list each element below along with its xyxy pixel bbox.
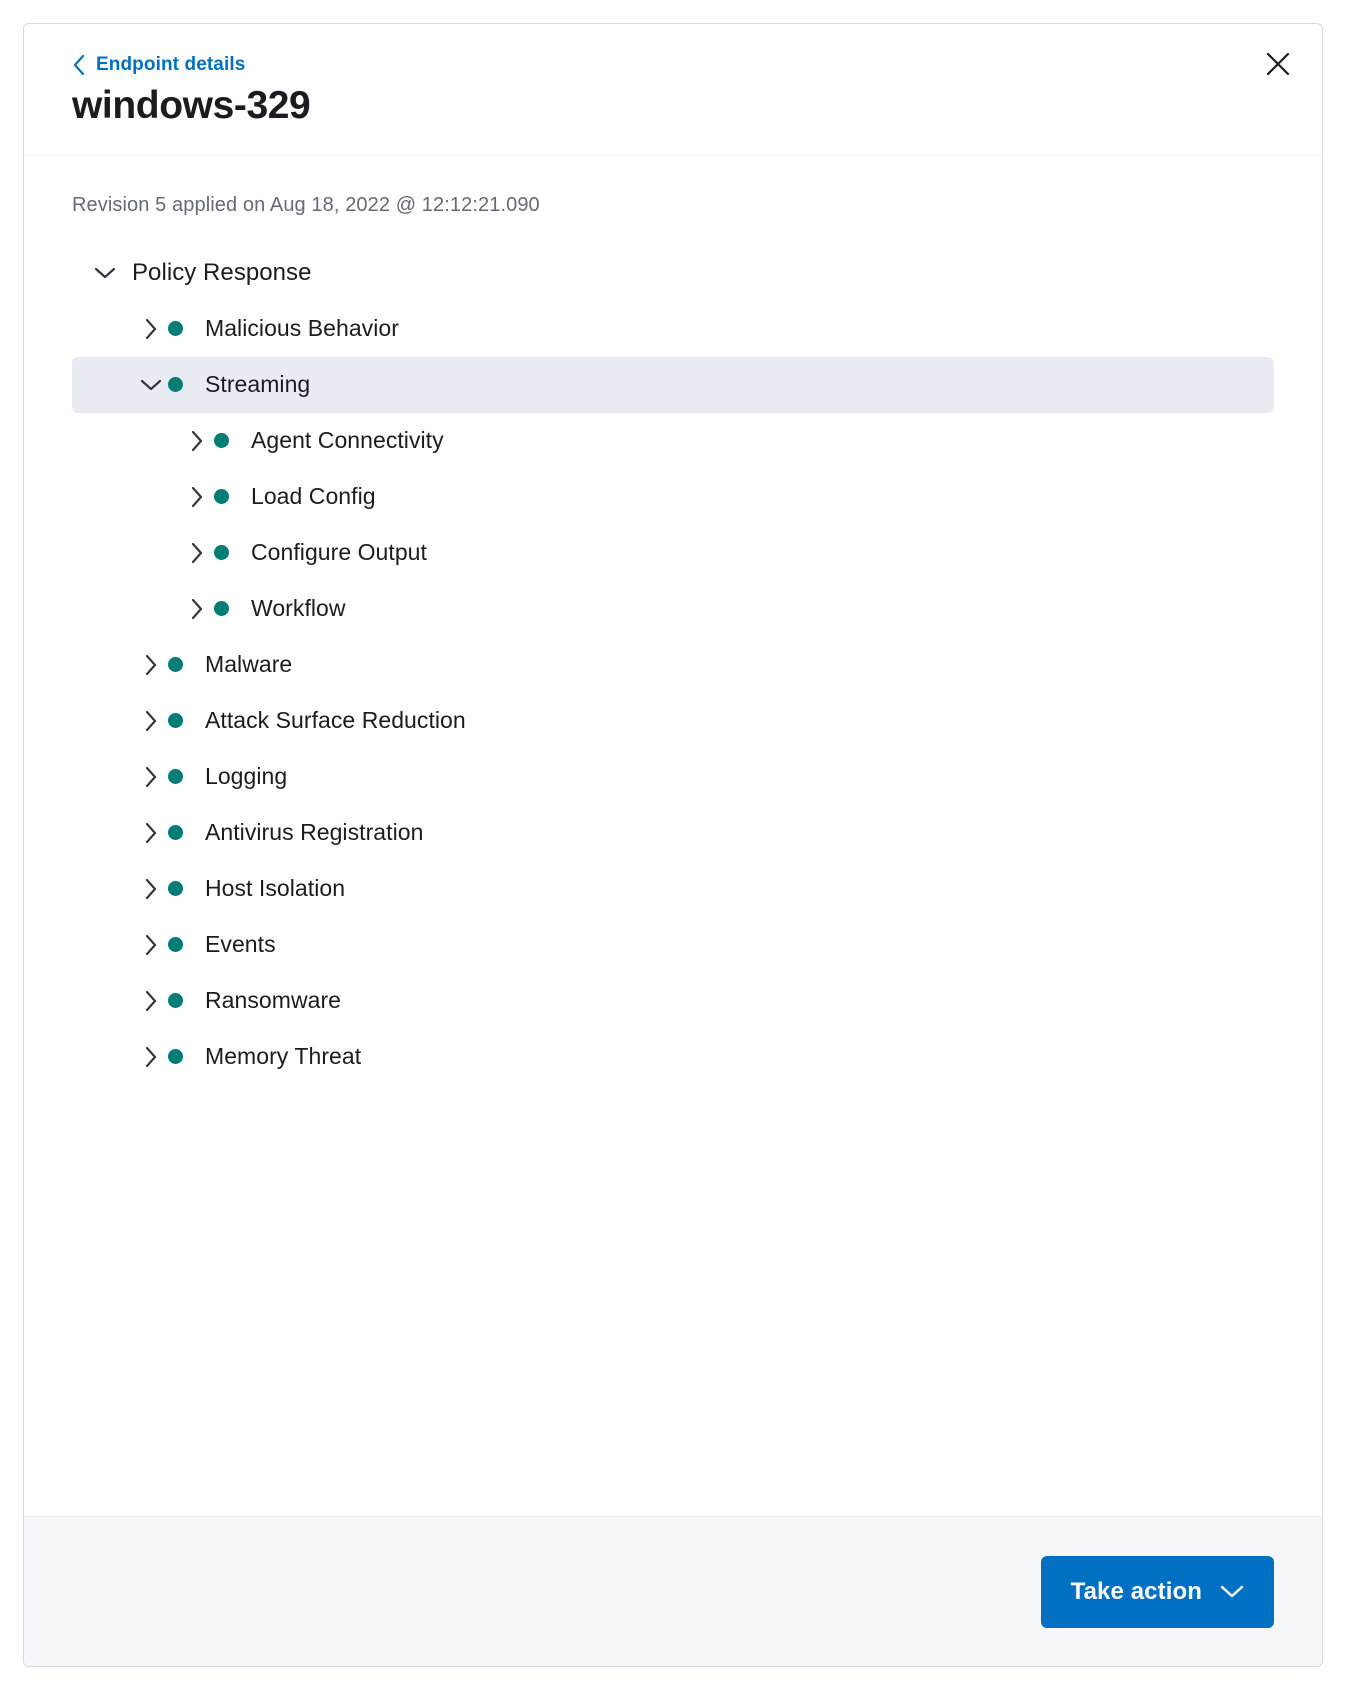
tree-item[interactable] xyxy=(72,1029,1274,1085)
tree-item-label: Malware xyxy=(205,651,293,678)
tree-item-label: Attack Surface Reduction xyxy=(205,707,466,734)
status-dot-icon xyxy=(168,657,183,672)
chevron-down-icon xyxy=(1220,1578,1244,1606)
status-dot-icon xyxy=(168,321,183,336)
chevron-down-icon[interactable] xyxy=(134,368,168,402)
tree-root-policy-response[interactable] xyxy=(72,245,1274,301)
flyout-header xyxy=(24,24,1322,156)
status-dot-icon xyxy=(168,377,183,392)
take-action-label: Take action xyxy=(1070,1577,1202,1605)
tree-root-label: Policy Response xyxy=(132,258,312,286)
chevron-right-icon[interactable] xyxy=(134,312,168,346)
chevron-right-icon[interactable] xyxy=(134,872,168,906)
chevron-right-icon[interactable] xyxy=(134,816,168,850)
tree-item[interactable] xyxy=(72,413,1274,469)
tree-item[interactable] xyxy=(72,973,1274,1029)
breadcrumb[interactable] xyxy=(72,54,245,76)
tree-item-label: Malicious Behavior xyxy=(205,315,399,342)
chevron-right-icon[interactable] xyxy=(180,424,214,458)
chevron-right-icon[interactable] xyxy=(134,704,168,738)
chevron-right-icon[interactable] xyxy=(180,536,214,570)
tree-item-label: Host Isolation xyxy=(205,875,346,902)
chevron-left-icon xyxy=(72,54,86,76)
close-button[interactable] xyxy=(1256,42,1300,86)
tree-item[interactable] xyxy=(72,805,1274,861)
revision-status-text: Revision 5 applied on Aug 18, 2022 @ 12:12:21.090 xyxy=(72,193,540,216)
chevron-right-icon[interactable] xyxy=(134,928,168,962)
policy-response-node-list xyxy=(72,301,1274,1085)
chevron-down-icon[interactable] xyxy=(88,256,122,290)
breadcrumb-label: Endpoint details xyxy=(96,54,246,75)
chevron-right-icon[interactable] xyxy=(134,1040,168,1074)
chevron-right-icon[interactable] xyxy=(134,648,168,682)
flyout-body xyxy=(24,156,1322,1516)
tree-item-label: Logging xyxy=(205,763,288,790)
tree-item[interactable] xyxy=(72,749,1274,805)
tree-item[interactable] xyxy=(72,861,1274,917)
tree-item[interactable] xyxy=(72,581,1274,637)
endpoint-details-flyout xyxy=(23,23,1323,1667)
take-action-button[interactable] xyxy=(1041,1556,1274,1628)
status-dot-icon xyxy=(168,825,183,840)
tree-item-label: Memory Threat xyxy=(205,1043,362,1070)
status-dot-icon xyxy=(214,601,229,616)
tree-item-label: Ransomware xyxy=(205,987,341,1014)
tree-item[interactable] xyxy=(72,525,1274,581)
tree-item[interactable] xyxy=(72,469,1274,525)
status-dot-icon xyxy=(168,937,183,952)
tree-item[interactable] xyxy=(72,693,1274,749)
status-dot-icon xyxy=(168,769,183,784)
policy-response-tree xyxy=(72,245,1274,301)
status-dot-icon xyxy=(214,545,229,560)
tree-item-label: Events xyxy=(205,931,276,958)
chevron-right-icon[interactable] xyxy=(134,760,168,794)
page-title: windows-329 xyxy=(72,84,311,127)
tree-item-label: Configure Output xyxy=(251,539,427,566)
tree-item-label: Agent Connectivity xyxy=(251,427,444,454)
tree-item[interactable] xyxy=(72,357,1274,413)
flyout-footer xyxy=(24,1516,1322,1666)
tree-item[interactable] xyxy=(72,301,1274,357)
tree-item[interactable] xyxy=(72,917,1274,973)
tree-item-label: Load Config xyxy=(251,483,376,510)
close-icon xyxy=(1265,51,1291,77)
status-dot-icon xyxy=(214,433,229,448)
chevron-right-icon[interactable] xyxy=(180,480,214,514)
chevron-right-icon[interactable] xyxy=(180,592,214,626)
status-dot-icon xyxy=(214,489,229,504)
status-dot-icon xyxy=(168,1049,183,1064)
tree-item[interactable] xyxy=(72,637,1274,693)
status-dot-icon xyxy=(168,713,183,728)
status-dot-icon xyxy=(168,881,183,896)
status-dot-icon xyxy=(168,993,183,1008)
tree-item-label: Streaming xyxy=(205,371,311,398)
tree-item-label: Antivirus Registration xyxy=(205,819,424,846)
chevron-right-icon[interactable] xyxy=(134,984,168,1018)
tree-item-label: Workflow xyxy=(251,595,346,622)
